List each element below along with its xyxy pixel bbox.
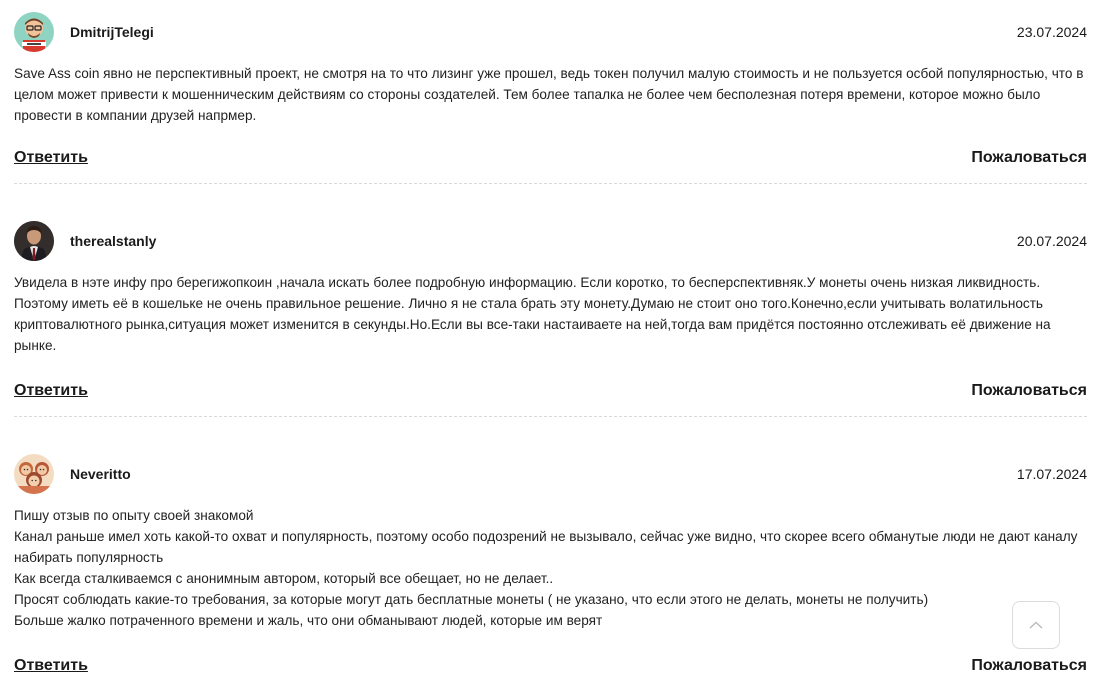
comment-date: 23.07.2024 <box>1016 23 1087 40</box>
comment-date: 17.07.2024 <box>1016 465 1087 482</box>
comment-text <box>14 63 1087 126</box>
reply-link[interactable]: Ответить <box>14 149 88 166</box>
comment-actions <box>14 371 1087 411</box>
chevron-up-icon <box>1029 616 1043 634</box>
comment-text <box>14 272 1087 356</box>
comment-actions <box>14 138 1087 178</box>
comment <box>14 442 1087 686</box>
report-link[interactable]: Пожаловаться <box>971 149 1087 166</box>
reply-link[interactable]: Ответить <box>14 382 88 399</box>
comment-paragraph: Канал раньше имел хоть какой-то охват и популярность, поэтому особо подозрений не вызывало, сейчас уже видно, что скорее всего обманутые люди не дают каналу набирать популярность <box>14 529 1078 565</box>
comment-actions <box>14 646 1087 686</box>
comment-header <box>14 0 1087 63</box>
comment <box>14 0 1087 184</box>
cartoon-man-avatar-icon[interactable] <box>14 12 54 52</box>
comment-author[interactable]: Neveritto <box>70 465 131 482</box>
comment-paragraph: Больше жалко потраченного времени и жаль, что они обманывают людей, которые им верят <box>14 613 603 628</box>
comment-paragraph: Save Ass coin явно не перспективный проект, не смотря на то что лизинг уже прошел, ведь токен получил малую стоимость и не пользуется осбой популярностью, что в целом может привести к мошенническим действиям со стороны создателей. Тем более тапалка не более чем бесполезная потеря времени, которое можно было провести в компании друзей напрмер. <box>14 66 1084 123</box>
group-cartoon-avatar-icon[interactable] <box>14 454 54 494</box>
comment-divider <box>14 183 1087 184</box>
comment-header <box>14 209 1087 272</box>
comment-paragraph: Пишу отзыв по опыту своей знакомой <box>14 508 254 523</box>
comments-list <box>14 0 1087 686</box>
scroll-to-top-button[interactable] <box>1012 601 1060 649</box>
reply-link[interactable]: Ответить <box>14 657 88 674</box>
comment-paragraph: Увидела в нэте инфу про берегижопкоин ,начала искать более подробную информацию. Если коротко, то бесперспективняк.У монеты очень низкая ликвидность. Поэтому иметь её в кошельке не очень правильное решение. Лично я не стала брать эту монету.Думаю не стоит оно того.Конечно,если учитывать волатильность криптовалютного рынка,ситуация может изменится в секунды.Но.Если вы все-таки настаиваете на ней,тогда вам придётся постоянно отслеживать её движение на рынке. <box>14 275 1051 353</box>
man-in-suit-avatar-icon[interactable] <box>14 221 54 261</box>
comment <box>14 209 1087 417</box>
comment-paragraph: Просят соблюдать какие-то требования, за которые могут дать бесплатные монеты ( не указано, что если этого не делать, монеты не получить) <box>14 592 929 607</box>
comment-divider <box>14 416 1087 417</box>
comment-author[interactable]: therealstanly <box>70 232 157 249</box>
comment-paragraph: Как всегда сталкиваемся с анонимным автором, который все обещает, но не делает.. <box>14 571 554 586</box>
comment-text <box>14 505 1087 631</box>
comment-header <box>14 442 1087 505</box>
comment-author[interactable]: DmitrijTelegi <box>70 23 154 40</box>
report-link[interactable]: Пожаловаться <box>971 382 1087 399</box>
report-link[interactable]: Пожаловаться <box>971 657 1087 674</box>
comment-date: 20.07.2024 <box>1016 232 1087 249</box>
